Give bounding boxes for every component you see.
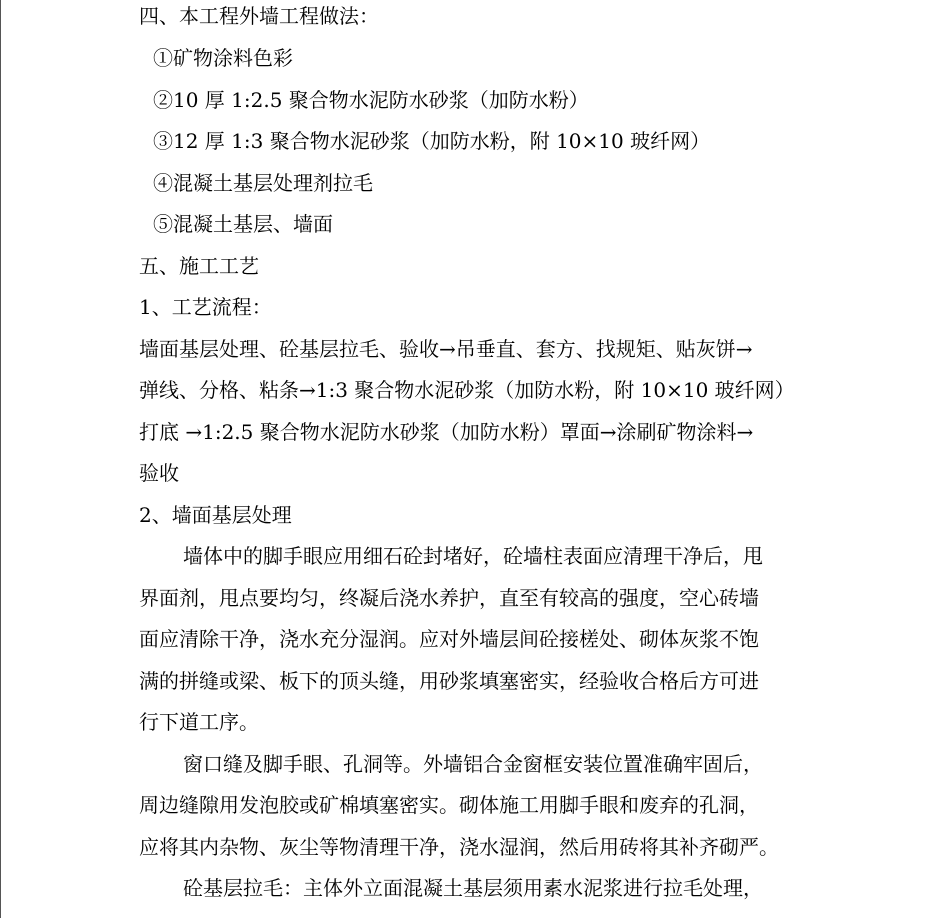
section5-heading: 五、施工工艺	[139, 254, 259, 278]
paragraph-line: 砼基层拉毛：主体外立面混凝土基层须用素水泥浆进行拉毛处理，	[183, 876, 763, 900]
list-item: ⑤混凝土基层、墙面	[153, 212, 333, 236]
subsection-2-title: 2、墙面基层处理	[139, 503, 292, 527]
process-flow-line: 打底 →1:2.5 聚合物水泥防水砂浆（加防水粉）罩面→涂刷矿物涂料→	[139, 420, 754, 444]
list-item: ②10 厚 1:2.5 聚合物水泥防水砂浆（加防水粉）	[153, 88, 589, 112]
list-item: ①矿物涂料色彩	[153, 46, 293, 70]
subsection-1-title: 1、工艺流程：	[139, 295, 272, 319]
process-flow-line: 弹线、分格、粘条→1:3 聚合物水泥砂浆（加防水粉，附 10×10 玻纤网）	[139, 378, 795, 402]
process-flow-line: 墙面基层处理、砼基层拉毛、验收→吊垂直、套方、找规矩、贴灰饼→	[139, 337, 753, 361]
process-flow-line: 验收	[139, 461, 179, 485]
paragraph-line: 界面剂，甩点要均匀，终凝后浇水养护，直至有较高的强度，空心砖墙	[139, 586, 759, 610]
section4-heading: 四、本工程外墙工程做法：	[139, 4, 379, 28]
list-item: ④混凝土基层处理剂拉毛	[153, 171, 373, 195]
paragraph-line: 窗口缝及脚手眼、孔洞等。外墙铝合金窗框安装位置准确牢固后，	[183, 752, 763, 776]
paragraph-line: 满的拼缝或梁、板下的顶头缝，用砂浆填塞密实，经验收合格后方可进	[139, 669, 759, 693]
paragraph-line: 行下道工序。	[139, 710, 259, 734]
list-item: ③12 厚 1:3 聚合物水泥砂浆（加防水粉，附 10×10 玻纤网）	[153, 129, 711, 153]
paragraph-line: 周边缝隙用发泡胶或矿棉填塞密实。砌体施工用脚手眼和废弃的孔洞，	[139, 793, 759, 817]
paragraph-line: 面应清除干净，浇水充分湿润。应对外墙层间砼接槎处、砌体灰浆不饱	[139, 627, 759, 651]
paragraph-line: 应将其内杂物、灰尘等物清理干净，浇水湿润，然后用砖将其补齐砌严。	[139, 835, 779, 859]
paragraph-line: 墙体中的脚手眼应用细石砼封堵好，砼墙柱表面应清理干净后，甩	[183, 544, 763, 568]
